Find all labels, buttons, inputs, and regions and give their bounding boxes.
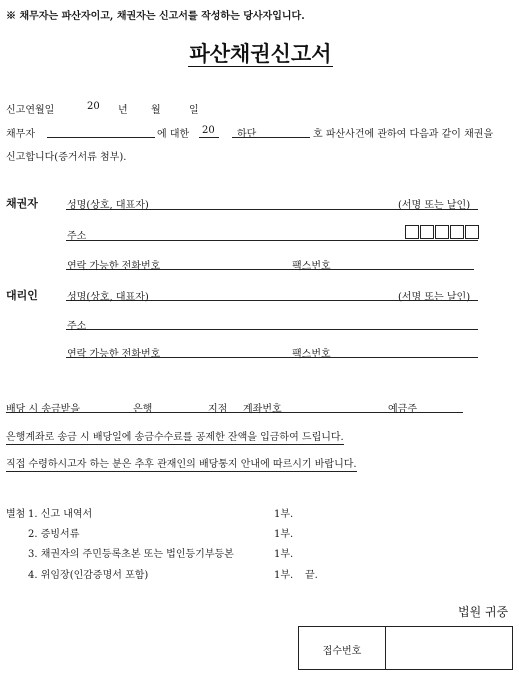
agent-phone-field[interactable] — [66, 357, 478, 358]
payment-notice-2: 직접 수령하시고자 하는 분은 추후 관재인의 배당통지 안내에 따르시기 바랍니다. — [6, 455, 357, 472]
creditor-heading: 채권자 — [6, 197, 38, 210]
court-addressee: 법원 귀중 — [458, 605, 509, 619]
regarding-text: 에 대한 — [157, 129, 190, 140]
creditor-phone-label: 연락 가능한 전화번호 — [67, 261, 161, 272]
attachment-item-2: 2. 증빙서류 — [28, 529, 80, 540]
agent-seal-label: (서명 또는 날인) — [398, 292, 471, 303]
creditor-name-field[interactable] — [66, 209, 478, 210]
attachment-end-mark: 끝. — [305, 570, 318, 581]
attachment-item-1: 1. 신고 내역서 — [28, 509, 93, 520]
creditor-seal-label: (서명 또는 날인) — [398, 200, 471, 211]
agent-phone-label: 연락 가능한 전화번호 — [67, 349, 161, 360]
attachment-item-3: 3. 채권자의 주민등록초본 또는 법인등기부등본 — [28, 549, 234, 560]
title-text: 파산채권신고서 — [189, 41, 332, 66]
account-field[interactable] — [6, 412, 463, 413]
case-number-field[interactable] — [232, 137, 310, 138]
attachments-label: 별첨 — [6, 509, 26, 520]
report-date-label: 신고연월일 — [6, 105, 55, 116]
attachment-count-4: 1부. — [274, 570, 294, 581]
creditor-address-label: 주소 — [67, 231, 87, 242]
page-title — [0, 38, 521, 68]
agent-fax-label: 팩스번호 — [292, 349, 331, 360]
agent-name-label: 성명(상호, 대표자) — [67, 292, 149, 303]
month-unit: 월 — [151, 105, 161, 116]
account-number-label: 계좌번호 — [243, 404, 282, 415]
branch-label: 지점 — [208, 404, 228, 415]
creditor-phone-field[interactable] — [66, 269, 474, 270]
creditor-address-field[interactable] — [66, 240, 478, 241]
report-line3: 신고합니다(증거서류 첨부). — [6, 152, 127, 163]
instruction-note: ※ 채무자는 파산자이고, 채권자는 신고서를 작성하는 당사자입니다. — [6, 11, 305, 22]
day-unit: 일 — [189, 105, 199, 116]
receipt-number-box — [298, 626, 513, 670]
agent-heading: 대리인 — [6, 289, 38, 302]
case-type: 하단 — [237, 129, 257, 140]
agent-address-label: 주소 — [67, 321, 87, 332]
agent-name-field[interactable] — [66, 300, 478, 301]
creditor-fax-label: 팩스번호 — [292, 261, 331, 272]
attachment-item-4: 4. 위임장(인감증명서 포함) — [28, 570, 149, 581]
agent-address-field[interactable] — [66, 329, 478, 330]
attachment-count-2: 1부. — [274, 529, 294, 540]
debtor-label: 채무자 — [6, 129, 35, 140]
case-suffix: 호 파산사건에 관하여 다음과 같이 채권을 — [313, 129, 494, 140]
year-unit: 년 — [118, 105, 128, 116]
debtor-name-field[interactable] — [47, 137, 155, 138]
receipt-number-label: 접수번호 — [322, 646, 362, 657]
receipt-divider — [385, 627, 386, 669]
case-year: 20 — [202, 125, 215, 136]
attachment-count-3: 1부. — [274, 549, 294, 560]
bank-label: 은행 — [133, 404, 153, 415]
postal-code-boxes[interactable] — [405, 225, 479, 239]
creditor-name-label: 성명(상호, 대표자) — [67, 200, 149, 211]
payment-notice-1: 은행계좌로 송금 시 배당일에 송금수수료를 공제한 잔액을 입금하여 드립니다. — [6, 428, 344, 445]
case-year-field[interactable] — [199, 137, 219, 138]
account-prefix: 배당 시 송금받을 — [6, 404, 80, 415]
year-prefix: 20 — [87, 101, 100, 112]
account-holder-label: 예금주 — [388, 404, 417, 415]
attachment-count-1: 1부. — [274, 509, 294, 520]
